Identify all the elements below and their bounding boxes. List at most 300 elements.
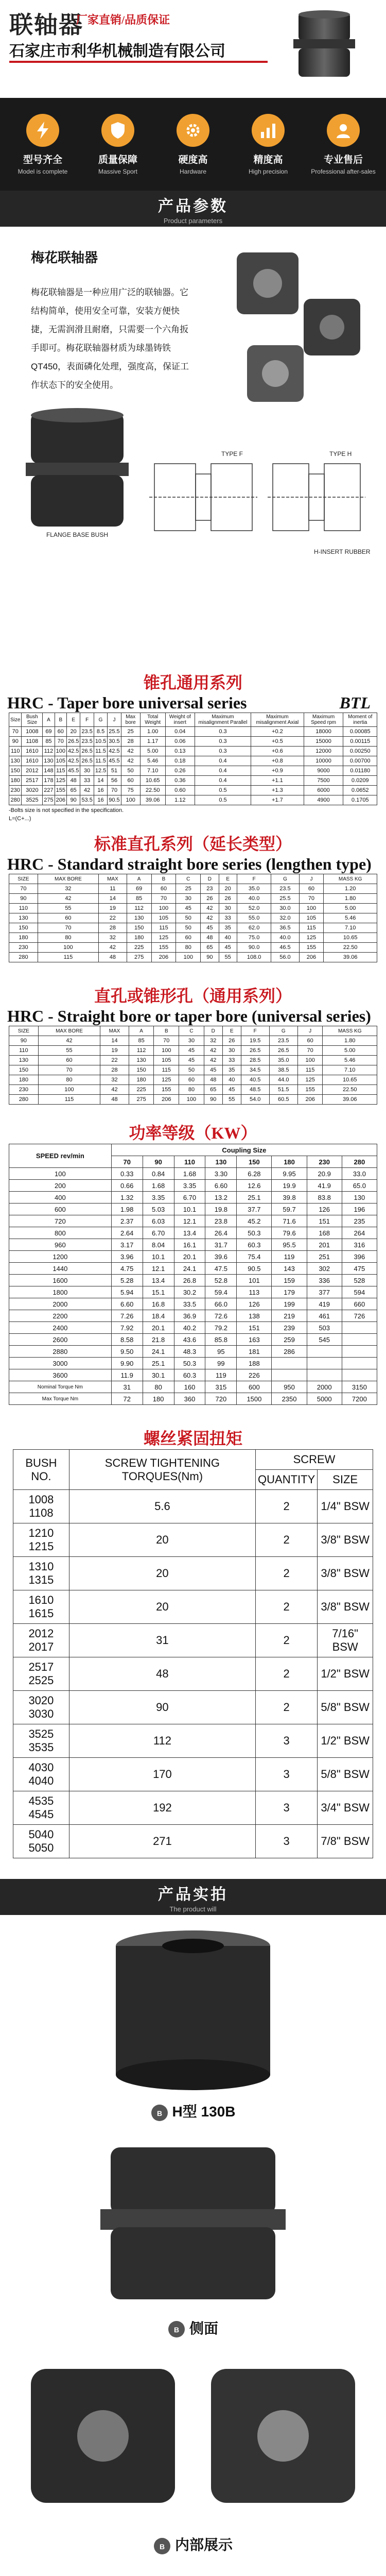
table-cell: 1600 (9, 1275, 112, 1286)
table-cell: 66.0 (205, 1298, 237, 1310)
hrc2-table (9, 874, 377, 962)
table-cell: 45 (179, 1046, 204, 1056)
table-row (9, 1381, 377, 1393)
company-name: 石家庄市利华机械制造有限公司 (9, 43, 225, 60)
table-cell: 5.00 (323, 1046, 377, 1056)
table-cell: 112 (127, 904, 151, 913)
table-cell: 251 (307, 1251, 342, 1263)
table-cell: 20 (69, 1590, 255, 1624)
table-header: G (94, 713, 107, 727)
table-cell: 40 (219, 933, 237, 943)
table-cell: 22 (100, 1056, 129, 1065)
table-cell: 14 (94, 776, 107, 786)
table-cell: 2200 (9, 1310, 112, 1322)
table-cell: 130 (9, 913, 38, 923)
table-cell: 1108 (22, 737, 43, 747)
table-cell: 30.5 (108, 737, 121, 747)
table-cell: 9.90 (111, 1358, 143, 1369)
table-header: MAX (100, 1026, 129, 1036)
table-cell: 8.04 (143, 1239, 174, 1251)
table-cell: 60 (121, 776, 140, 786)
table-cell: 16 (94, 795, 107, 805)
table-cell: 5.46 (140, 756, 165, 766)
table-cell: 83.8 (307, 1192, 342, 1204)
table-cell: 70 (297, 1046, 323, 1056)
table-header: MAX BORE (38, 874, 98, 884)
table-cell: 115 (299, 923, 324, 933)
table-cell: 113 (237, 1286, 272, 1298)
coupling-photo-top (278, 7, 371, 90)
table-cell: 170 (69, 1758, 255, 1791)
photo-inner (0, 2348, 386, 2534)
table-header: A (127, 874, 151, 884)
table-cell: 55.0 (237, 913, 271, 923)
table-cell: 1008 (22, 727, 43, 737)
table-cell: 6.60 (205, 1180, 237, 1192)
table-cell: 25 (176, 884, 201, 894)
feature-band (0, 98, 386, 191)
table-cell: 48.3 (174, 1346, 205, 1358)
table-cell: 726 (342, 1310, 377, 1322)
table-cell: 7.10 (323, 1065, 377, 1075)
table-cell: 150 (127, 923, 151, 933)
table-cell: 105 (151, 913, 176, 923)
table-cell: 10.1 (143, 1251, 174, 1263)
table-cell: 42 (121, 747, 140, 756)
photos-banner: 产品实拍 The product will (0, 1879, 386, 1915)
table-header: Moment of inertia (343, 713, 377, 727)
table-cell: 7.10 (140, 766, 165, 776)
table-cell: 150 (9, 1065, 39, 1075)
table-cell: 108.0 (237, 953, 271, 962)
table-cell: 1.80 (324, 894, 377, 904)
table-cell: 0.04 (165, 727, 195, 737)
table-cell: 230 (9, 786, 22, 795)
table-cell: 2600 (9, 1334, 112, 1346)
power-title: 功率等级（KW） (129, 1124, 257, 1142)
table-cell: 3020 (22, 786, 43, 795)
table-cell: 39.8 (272, 1192, 307, 1204)
table-header: MAX (99, 874, 127, 884)
table-cell: 126 (307, 1204, 342, 1215)
table-row (9, 1065, 377, 1075)
table-cell: 155 (154, 1085, 179, 1095)
table-cell: 2400 (9, 1322, 112, 1334)
table-cell: 26 (222, 1036, 241, 1046)
table-cell: 1.98 (111, 1204, 143, 1215)
table-row (13, 1691, 373, 1724)
table-cell: 594 (342, 1286, 377, 1298)
table-cell: 45 (222, 1085, 241, 1095)
table-cell: 85.8 (205, 1334, 237, 1346)
table-row (13, 1657, 373, 1691)
table-header: 180 (272, 1156, 307, 1168)
table-cell: 21.8 (143, 1334, 174, 1346)
table-cell: 30.2 (174, 1286, 205, 1298)
product-description: 梅花联轴器是一种应用广泛的联轴器。它结构简单，使用安全可靠，安装方便快捷，无需润滑且耐磨，只需要一个六角扳手即可。梅花联轴器材质为球墨铸铁QT450，表面磷化处理，强度高，保证工作状态下的安全使用。 (31, 287, 189, 390)
table-cell: 0.00250 (343, 747, 377, 756)
table-cell: 100 (9, 1168, 112, 1180)
table-row (13, 1758, 373, 1791)
technical-drawing (144, 443, 371, 562)
table-row (13, 1523, 373, 1557)
table-cell: 196 (342, 1204, 377, 1215)
table-cell: 180 (127, 933, 151, 943)
table-cell: 225 (127, 943, 151, 953)
table-cell: 32.0 (271, 913, 299, 923)
table-header: Max bore (121, 713, 140, 727)
photo-h-type (0, 1915, 386, 2100)
photo-side (0, 2132, 386, 2317)
caption-side: B 侧面 (0, 2317, 386, 2338)
table-cell: 39.06 (140, 795, 165, 805)
table-cell: 33 (219, 913, 237, 923)
table-cell: 1610 (22, 756, 43, 766)
table-cell: 0.01180 (343, 766, 377, 776)
table-cell: 1310 1315 (13, 1557, 69, 1590)
table-cell: 3150 (342, 1381, 377, 1393)
table-cell: 75.4 (237, 1251, 272, 1263)
table-cell: 180 (129, 1075, 154, 1085)
table-cell: 70 (38, 1065, 100, 1075)
table-row (9, 1227, 377, 1239)
table-header: SIZE (318, 1470, 373, 1490)
table-cell: 155 (55, 786, 66, 795)
table-cell: 800 (9, 1227, 112, 1239)
table-cell: 1610 (22, 747, 43, 756)
hrc3-title: 直孔或锥形孔（通用系列） HRC - Straight bore or taper bore (universal series) (7, 987, 371, 1025)
table-cell: 151 (307, 1215, 342, 1227)
table-header: Maximum misalignment Parallel (195, 713, 251, 727)
table-cell: 3 (256, 1791, 318, 1825)
table-cell: 100 (55, 747, 66, 756)
table-cell: 30 (80, 766, 94, 776)
table-cell: 230 (9, 943, 38, 953)
table-cell: 2880 (9, 1346, 112, 1358)
table-row (13, 1624, 373, 1657)
table-cell: 235 (342, 1215, 377, 1227)
table-header: SIZE (9, 874, 38, 884)
table-cell: 225 (129, 1085, 154, 1095)
table-cell: 150 (129, 1065, 154, 1075)
table-cell: 38.5 (269, 1065, 297, 1075)
table-cell: 70 (38, 923, 98, 933)
table-cell: 48 (66, 776, 80, 786)
table-cell: 4535 4545 (13, 1791, 69, 1825)
table-cell: 32 (100, 1075, 129, 1085)
table-cell: 2012 (22, 766, 43, 776)
table-cell: 18000 (304, 727, 343, 737)
shield-icon (101, 114, 134, 147)
table-cell: 180 (9, 776, 22, 786)
table-cell: 115 (55, 766, 66, 776)
table-cell: 600 (237, 1381, 272, 1393)
table-cell: 42.5 (66, 756, 80, 766)
table-cell: 41.9 (307, 1180, 342, 1192)
table-cell: 65 (66, 786, 80, 795)
table-cell: 24.1 (143, 1346, 174, 1358)
table-cell: 5000 (307, 1393, 342, 1405)
table-cell: 9.95 (272, 1168, 307, 1180)
table-cell: 200 (9, 1180, 112, 1192)
table-cell: 26.5 (269, 1046, 297, 1056)
table-cell: 31 (69, 1624, 255, 1657)
table-cell: 80 (38, 933, 98, 943)
table-cell: 50 (176, 913, 201, 923)
table-cell: 19.5 (241, 1036, 269, 1046)
table-cell: 50.3 (174, 1358, 205, 1369)
table-cell: 1008 1108 (13, 1490, 69, 1523)
table-header: Bush Size (22, 713, 43, 727)
table-cell: 45 (201, 923, 219, 933)
table-cell: 100 (154, 1046, 179, 1056)
table-cell: 32 (38, 884, 98, 894)
table-cell: 100 (38, 1085, 100, 1095)
table-cell: 95 (205, 1346, 237, 1358)
table-row (9, 756, 377, 766)
table-cell: 280 (9, 1095, 39, 1105)
table-header: B (151, 874, 176, 884)
table-cell: 90.5 (108, 795, 121, 805)
table-cell: 155 (151, 943, 176, 953)
table-row (9, 1215, 377, 1227)
table-header: 70 (111, 1156, 143, 1168)
table-cell: 0.60 (165, 786, 195, 795)
table-cell: 3.30 (205, 1168, 237, 1180)
table-cell: 19.9 (272, 1180, 307, 1192)
table-row (9, 1322, 377, 1334)
table-cell: 112 (129, 1046, 154, 1056)
table-cell: 14 (99, 894, 127, 904)
table-header: 280 (342, 1156, 377, 1168)
table-cell: 2 (256, 1657, 318, 1691)
table-cell: 42 (201, 904, 219, 913)
table-cell: 377 (307, 1286, 342, 1298)
table-cell: 110 (9, 904, 38, 913)
table-cell: 100 (176, 953, 201, 962)
table-cell: 19 (99, 904, 127, 913)
table-cell: +0.8 (251, 756, 304, 766)
table-cell: 3525 3535 (13, 1724, 69, 1758)
table-cell: 90 (9, 894, 38, 904)
table-cell: 115 (38, 1095, 100, 1105)
table-cell: 5.00 (140, 747, 165, 756)
table-cell: 960 (9, 1239, 112, 1251)
table-cell (342, 1322, 377, 1334)
table-header: MAX BORE (38, 1026, 100, 1036)
table-cell (307, 1358, 342, 1369)
table-header: Maximum Speed rpm (304, 713, 343, 727)
table-cell: 62.0 (237, 923, 271, 933)
table-cell: 90.0 (237, 943, 271, 953)
table-cell: 75.0 (237, 933, 271, 943)
svg-text:B: B (156, 2109, 162, 2117)
table-cell: 11 (99, 884, 127, 894)
table-header: D (201, 874, 219, 884)
table-cell: 230 (9, 1085, 39, 1095)
table-row (9, 1393, 377, 1405)
table-cell (342, 1358, 377, 1369)
table-cell: 35 (219, 923, 237, 933)
table-cell: 720 (205, 1393, 237, 1405)
table-row (9, 1192, 377, 1204)
table-cell: 65 (201, 943, 219, 953)
table-cell: 22.50 (140, 786, 165, 795)
table-cell: 70 (9, 727, 22, 737)
table-cell: 33.5 (174, 1298, 205, 1310)
table-cell: 72 (111, 1393, 143, 1405)
table-header: 150 (237, 1156, 272, 1168)
table-cell: 0.26 (165, 766, 195, 776)
table-cell: 219 (272, 1310, 307, 1322)
table-header: SPEED rev/min (9, 1144, 112, 1168)
screw-title: 螺丝紧固扭矩 (143, 1429, 242, 1448)
table-row (9, 1251, 377, 1263)
table-cell: 55 (38, 1046, 100, 1056)
table-cell: 11.5 (94, 756, 107, 766)
table-row (13, 1557, 373, 1590)
table-row (9, 1298, 377, 1310)
table-cell: 25.1 (143, 1358, 174, 1369)
svg-text:B: B (159, 2542, 165, 2551)
table-header: E (222, 1026, 241, 1036)
table-row (9, 1180, 377, 1192)
feature-item: 硬度高 Hardware (160, 114, 226, 175)
table-cell: 16 (94, 786, 107, 795)
table-cell: 119 (272, 1251, 307, 1263)
table-cell: 181 (237, 1346, 272, 1358)
table-cell: 12.5 (94, 766, 107, 776)
table-cell: 100 (297, 1056, 323, 1065)
table-cell: 13.2 (205, 1192, 237, 1204)
table-cell: 1800 (9, 1286, 112, 1298)
table-cell: Nominal Torque Nm (9, 1381, 112, 1393)
table-cell: 20.1 (143, 1322, 174, 1334)
table-cell: 30 (219, 904, 237, 913)
table-cell: 2350 (272, 1393, 307, 1405)
table-cell: 302 (307, 1263, 342, 1275)
table-cell: 2517 2525 (13, 1657, 69, 1691)
table-cell: 10.1 (174, 1204, 205, 1215)
table-cell: 660 (342, 1298, 377, 1310)
table-header: C (176, 874, 201, 884)
table-cell: 178 (43, 776, 55, 786)
table-cell: 0.00115 (343, 737, 377, 747)
table-cell: 3/8" BSW (318, 1523, 373, 1557)
table-cell: 400 (9, 1192, 112, 1204)
table-header: J (299, 874, 324, 884)
table-cell: 65.0 (342, 1180, 377, 1192)
table-cell: 48 (201, 933, 219, 943)
table-cell: 48 (204, 1075, 222, 1085)
table-cell: 80 (179, 1085, 204, 1095)
coupling-parts-photo (216, 242, 371, 412)
table-cell: 180 (9, 933, 38, 943)
table-cell: 12.6 (237, 1180, 272, 1192)
table-cell: 90 (204, 1095, 222, 1105)
table-cell: 2 (256, 1557, 318, 1590)
table-cell: 23.5 (269, 1036, 297, 1046)
page-title: 联轴器 (9, 12, 83, 38)
table-header: SCREW TIGHTENING TORQUES(Nm) (69, 1450, 255, 1490)
table-cell: 90.5 (237, 1263, 272, 1275)
table-cell: 163 (237, 1334, 272, 1346)
table-row (9, 904, 377, 913)
table-cell: 130 (129, 1056, 154, 1065)
power-table (9, 1144, 377, 1405)
table-cell: 180 (143, 1393, 174, 1405)
table-cell: 70 (299, 894, 324, 904)
table-cell: 0.00700 (343, 756, 377, 766)
table-cell: 42 (38, 894, 98, 904)
params-banner: 产品参数 Product parameters (0, 191, 386, 227)
table-cell: 1/2" BSW (318, 1657, 373, 1691)
table-cell: 18.4 (143, 1310, 174, 1322)
table-cell: 7500 (304, 776, 343, 786)
table-cell: 3/8" BSW (318, 1590, 373, 1624)
table-cell: 206 (55, 795, 66, 805)
table-cell: 60 (38, 1056, 100, 1065)
svg-text:B: B (173, 2326, 180, 2334)
table-cell: 275 (129, 1095, 154, 1105)
table-cell: 50 (179, 1065, 204, 1075)
table-cell: 5.28 (111, 1275, 143, 1286)
table-cell: 30.0 (271, 904, 299, 913)
table-cell: 60 (38, 913, 98, 923)
table-row (9, 727, 377, 737)
svg-text:H-INSERT RUBBER: H-INSERT RUBBER (314, 548, 371, 555)
table-row (9, 1275, 377, 1286)
table-cell: 55 (38, 904, 98, 913)
table-cell: 35 (222, 1065, 241, 1075)
table-cell: 3 (256, 1758, 318, 1791)
table-cell: 7/8" BSW (318, 1825, 373, 1858)
table-cell: 71.6 (272, 1215, 307, 1227)
table-cell: 0.3 (195, 747, 251, 756)
table-cell: 70 (9, 884, 38, 894)
table-header: QUANTITY (256, 1470, 318, 1490)
table-cell: 60 (299, 884, 324, 894)
table-cell: 28 (121, 737, 140, 747)
table-cell: 259 (272, 1334, 307, 1346)
table-cell: 1/2" BSW (318, 1724, 373, 1758)
table-cell: 1.12 (165, 795, 195, 805)
table-header: J (108, 713, 121, 727)
table-row (9, 1168, 377, 1180)
table-header: MASS KG (323, 1026, 377, 1036)
table-cell: 130 (342, 1192, 377, 1204)
table-cell: 0.33 (111, 1168, 143, 1180)
table-cell: 52.8 (205, 1275, 237, 1286)
table-cell: 6.03 (143, 1215, 174, 1227)
table-cell: 475 (342, 1263, 377, 1275)
table-cell: 7.26 (111, 1310, 143, 1322)
table-cell: 316 (342, 1239, 377, 1251)
table-cell: 7.10 (324, 923, 377, 933)
table-cell: 461 (307, 1310, 342, 1322)
table-cell: 7/16" BSW (318, 1624, 373, 1657)
table-cell: 60 (176, 933, 201, 943)
table-cell: 55 (222, 1095, 241, 1105)
table-cell: 151 (237, 1322, 272, 1334)
table-cell: 45 (204, 1065, 222, 1075)
table-cell: 1440 (9, 1263, 112, 1275)
table-cell: 60 (297, 1036, 323, 1046)
table-cell: 30.1 (143, 1369, 174, 1381)
table-cell: 1.80 (323, 1036, 377, 1046)
table-cell: 70 (55, 737, 66, 747)
table-cell: 110 (9, 1046, 39, 1056)
